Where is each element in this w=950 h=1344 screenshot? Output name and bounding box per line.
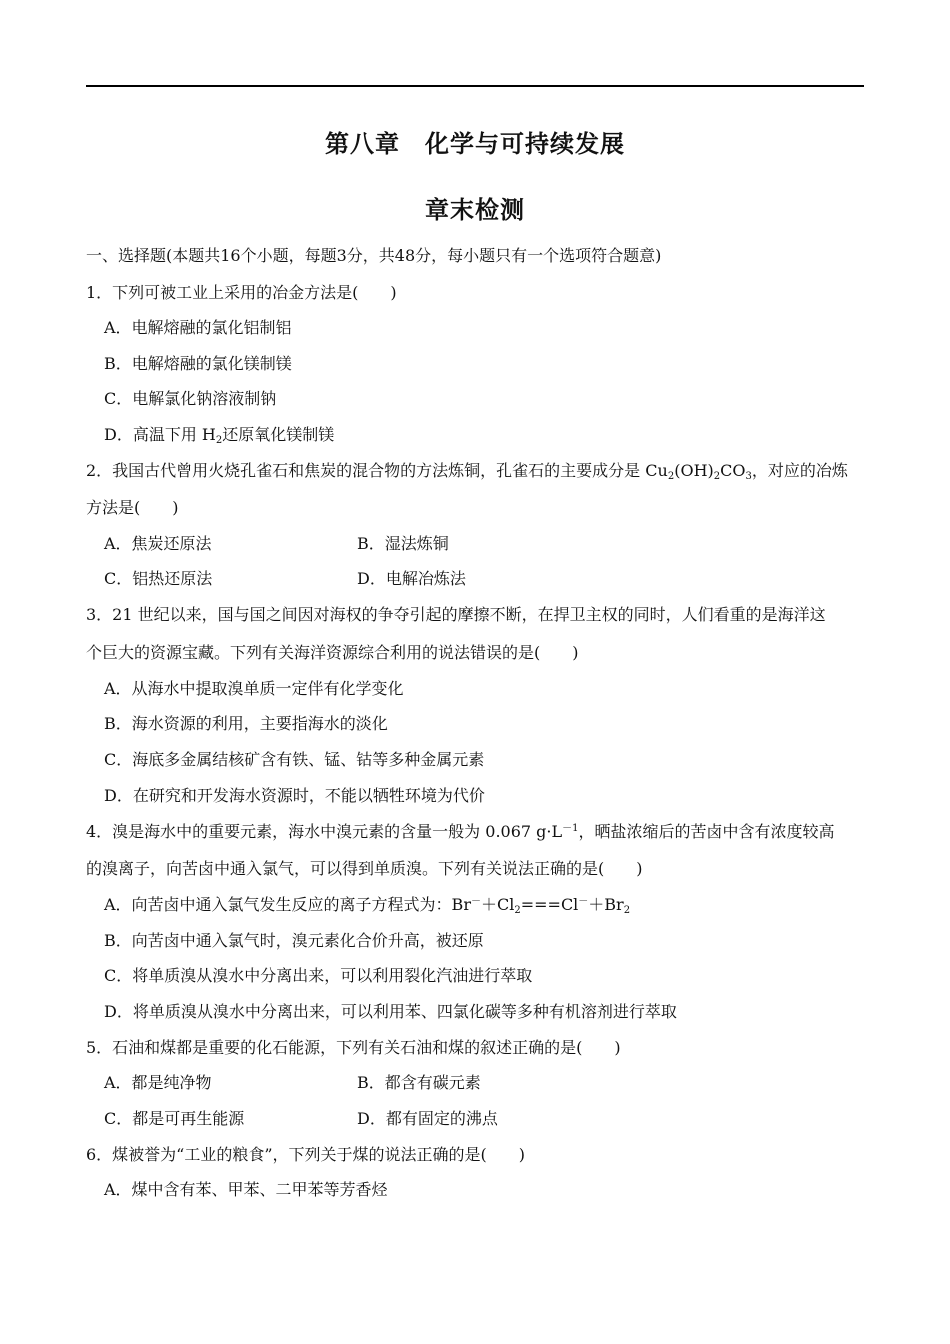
section-heading: 一、选择题(本题共16个小题，每题3分，共48分，每小题只有一个选项符合题意)	[86, 246, 662, 265]
q5-stem: 5．石油和煤都是重要的化石能源，下列有关石油和煤的叙述正确的是( )	[86, 1038, 621, 1057]
q6-stem: 6．煤被誉为“工业的粮食”，下列关于煤的说法正确的是( )	[86, 1145, 526, 1164]
q1-option-d: D．高温下用 $H_2$还原氧化镁制镁	[104, 425, 335, 446]
q4-option-d: D．将单质溴从溴水中分离出来，可以利用苯、四氯化碳等多种有机溶剂进行萃取	[104, 1002, 677, 1021]
q4-option-b: B．向苦卤中通入氯气时，溴元素化合价升高，被还原	[104, 931, 484, 950]
chapter-title: 第八章 化学与可持续发展	[325, 129, 625, 158]
q4-option-c: C．将单质溴从溴水中分离出来，可以利用裂化汽油进行萃取	[104, 966, 533, 985]
q2-option-c: C．铝热还原法	[104, 569, 213, 588]
q6-option-a: A．煤中含有苯、甲苯、二甲苯等芳香烃	[104, 1180, 388, 1199]
q3-stem: 3．21 世纪以来，国与国之间因对海权的争夺引起的摩擦不断，在捍卫主权的同时，人们看重的是海洋这	[86, 605, 826, 624]
q2-option-d: D．电解冶炼法	[357, 569, 466, 588]
q1-stem: 1．下列可被工业上采用的冶金方法是( )	[86, 283, 397, 302]
q4-stem: 4．溴是海水中的重要元素，海水中溴元素的含量一般为 0.067 $g\cdot L^{-1}$，晒盐浓缩后的苦卤中含有浓度较高	[86, 822, 835, 841]
q5-option-a: A．都是纯净物	[104, 1073, 212, 1092]
q5-option-b: B．都含有碳元素	[357, 1073, 481, 1092]
q1-option-c: C．电解氯化钠溶液制钠	[104, 389, 277, 408]
q2-stem-cont: 方法是( )	[86, 498, 179, 517]
q4-stem-cont: 的溴离子，向苦卤中通入氯气，可以得到单质溴。下列有关说法正确的是( )	[86, 859, 643, 878]
q1-option-a: A．电解熔融的氯化铝制铝	[104, 318, 292, 337]
q2-option-a: A．焦炭还原法	[104, 534, 212, 553]
q3-option-a: A．从海水中提取溴单质一定伴有化学变化	[104, 679, 404, 698]
exam-subtitle: 章末检测	[425, 195, 525, 224]
q3-option-b: B．海水资源的利用，主要指海水的淡化	[104, 714, 388, 733]
q3-option-d: D．在研究和开发海水资源时，不能以牺牲环境为代价	[104, 786, 485, 805]
q5-option-d: D．都有固定的沸点	[357, 1109, 498, 1128]
q5-option-c: C．都是可再生能源	[104, 1109, 245, 1128]
q3-option-c: C．海底多金属结核矿含有铁、锰、钴等多种金属元素	[104, 750, 485, 769]
q2-option-b: B．湿法炼铜	[357, 534, 449, 553]
q3-stem-cont: 个巨大的资源宝藏。下列有关海洋资源综合利用的说法错误的是( )	[86, 643, 579, 662]
q4-option-a: A．向苦卤中通入氯气发生反应的离子方程式为：$Br^-+Cl_2===Cl^-+Br_2$	[104, 895, 631, 916]
q2-stem: 2．我国古代曾用火烧孔雀石和焦炭的混合物的方法炼铜，孔雀石的主要成分是 $Cu_2(OH)_2CO_3$，对应的冶炼	[86, 461, 848, 482]
q1-option-b: B．电解熔融的氯化镁制镁	[104, 354, 292, 373]
header-rule	[86, 85, 864, 87]
